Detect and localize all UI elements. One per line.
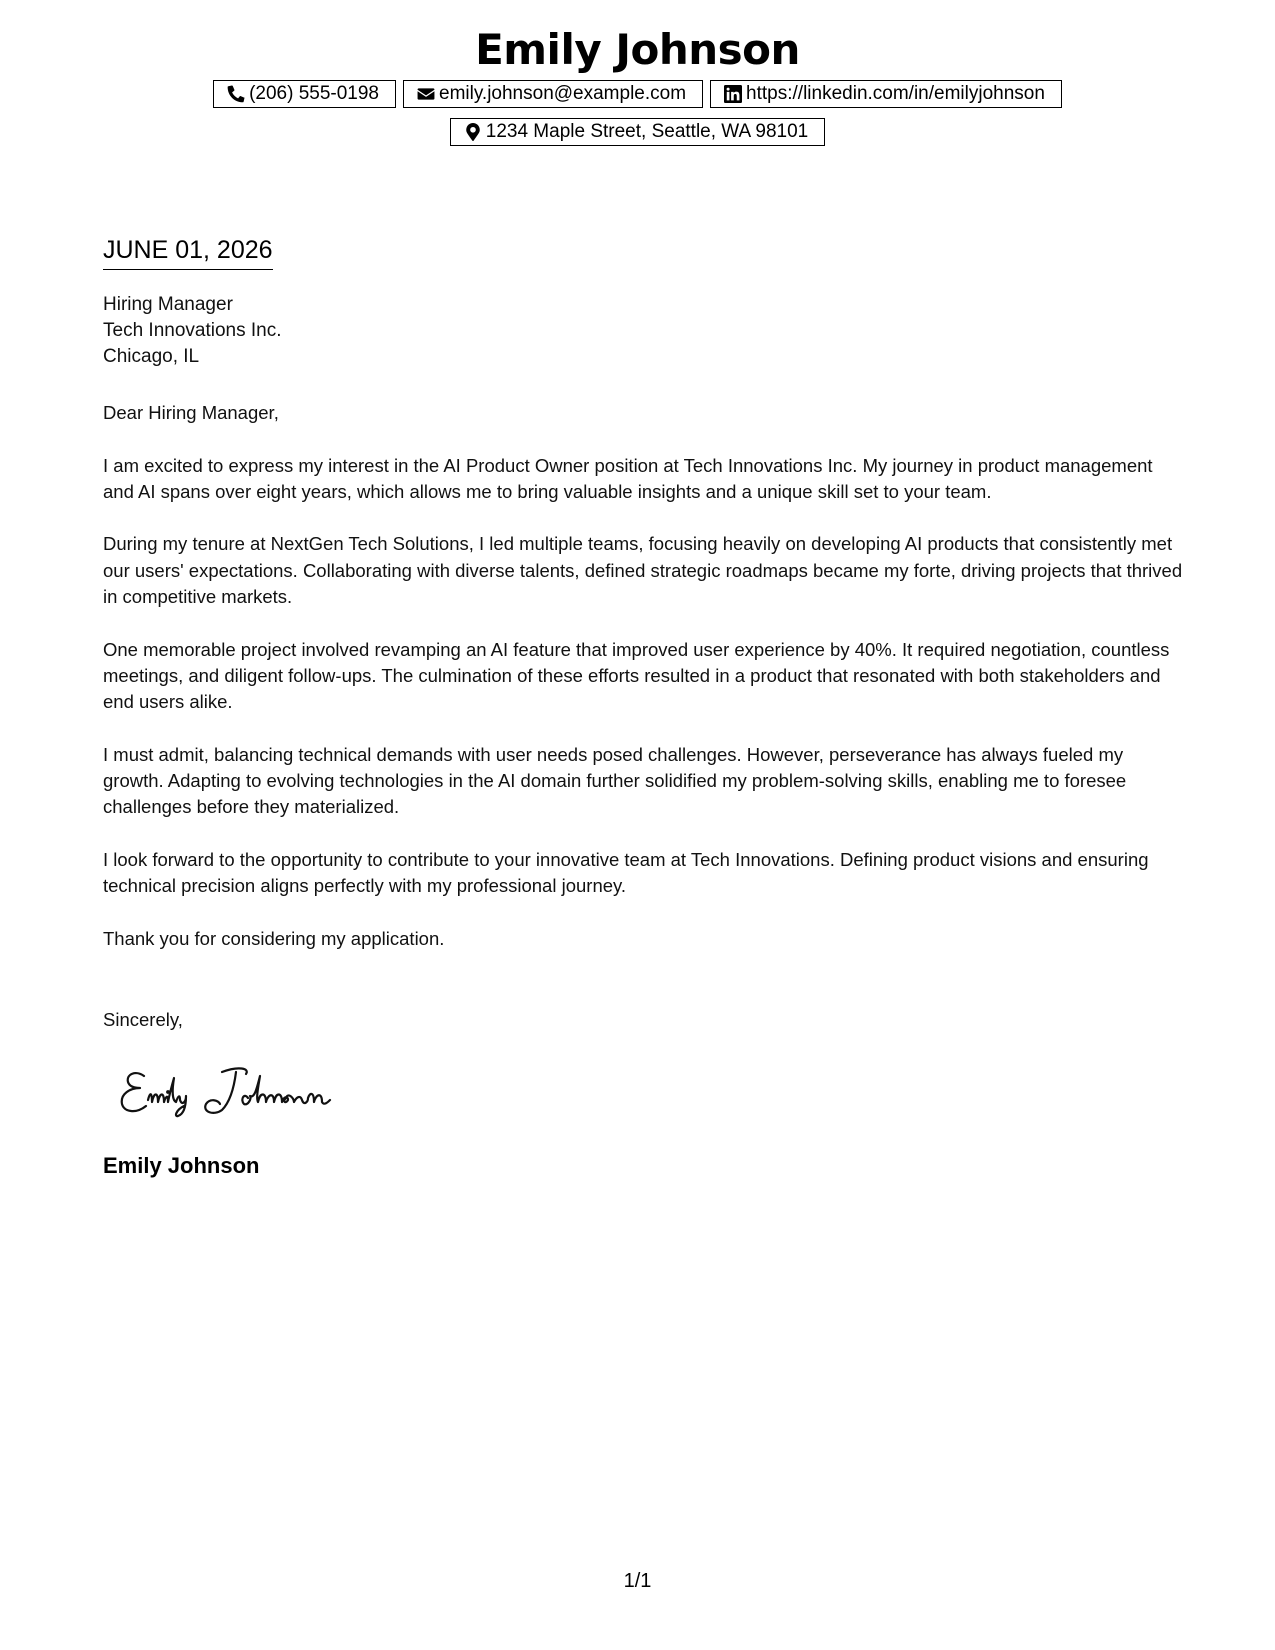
applicant-name: Emily Johnson xyxy=(475,25,800,74)
recipient-location: Chicago, IL xyxy=(103,346,200,367)
street-address: 1234 Maple Street, Seattle, WA 98101 xyxy=(485,121,809,142)
salutation: Dear Hiring Manager, xyxy=(103,402,279,423)
envelope-icon xyxy=(417,85,435,103)
map-marker-icon xyxy=(464,123,482,141)
linkedin-icon xyxy=(724,85,742,103)
recipient-title: Hiring Manager xyxy=(103,294,233,315)
paragraph-2: During my tenure at NextGen Tech Solutions, I led multiple teams, focusing heavily on developing AI products that consistently met our users' expectations. Collaborating with diverse talents, defined strategic roadmaps became my forte, driving projects that thrived in competitive markets. xyxy=(103,533,1183,608)
email-address: emily.johnson@example.com xyxy=(439,83,687,104)
address-contact xyxy=(450,118,826,146)
signer-name: Emily Johnson xyxy=(103,1153,260,1178)
paragraph-4: I must admit, balancing technical demands with user needs posed challenges. However, perseverance has always fueled my growth. Adapting to evolving technologies in the AI domain further solidified my problem-solving skills, enabling me to foresee challenges before they materialized. xyxy=(103,743,1127,818)
contact-row-1 xyxy=(0,80,1275,108)
linkedin-url: https://linkedin.com/in/emilyjohnson xyxy=(746,83,1045,104)
email-contact[interactable] xyxy=(403,80,703,108)
phone-contact xyxy=(213,80,396,108)
letter-body xyxy=(103,400,1183,979)
recipient-company: Tech Innovations Inc. xyxy=(103,320,282,341)
contact-row-2 xyxy=(0,118,1275,146)
linkedin-contact[interactable] xyxy=(710,80,1062,108)
paragraph-1: I am excited to express my interest in the AI Product Owner position at Tech Innovations Inc. My journey in product management and AI spans over eight years, which allows me to bring valuable insights and a unique skill set to your team. xyxy=(103,454,1153,502)
paragraph-6: Thank you for considering my application. xyxy=(103,927,445,949)
closing: Sincerely, xyxy=(103,1009,183,1030)
handwritten-signature xyxy=(118,1062,358,1120)
page-number: 1/1 xyxy=(623,1570,652,1592)
phone-icon xyxy=(227,85,245,103)
phone-number: (206) 555-0198 xyxy=(249,83,379,104)
paragraph-3: One memorable project involved revamping an AI feature that improved user experience by 40%. It required negotiation, countless meetings, and diligent follow-ups. The culmination of these efforts resulted in a product that resonated with both stakeholders and end users alike. xyxy=(103,638,1170,713)
recipient-block xyxy=(103,292,282,370)
letter-date: JUNE 01, 2026 xyxy=(103,234,273,270)
paragraph-5: I look forward to the opportunity to contribute to your innovative team at Tech Innovations. Defining product visions and ensuring technical precision aligns perfectly with my professional journey. xyxy=(103,849,1149,897)
